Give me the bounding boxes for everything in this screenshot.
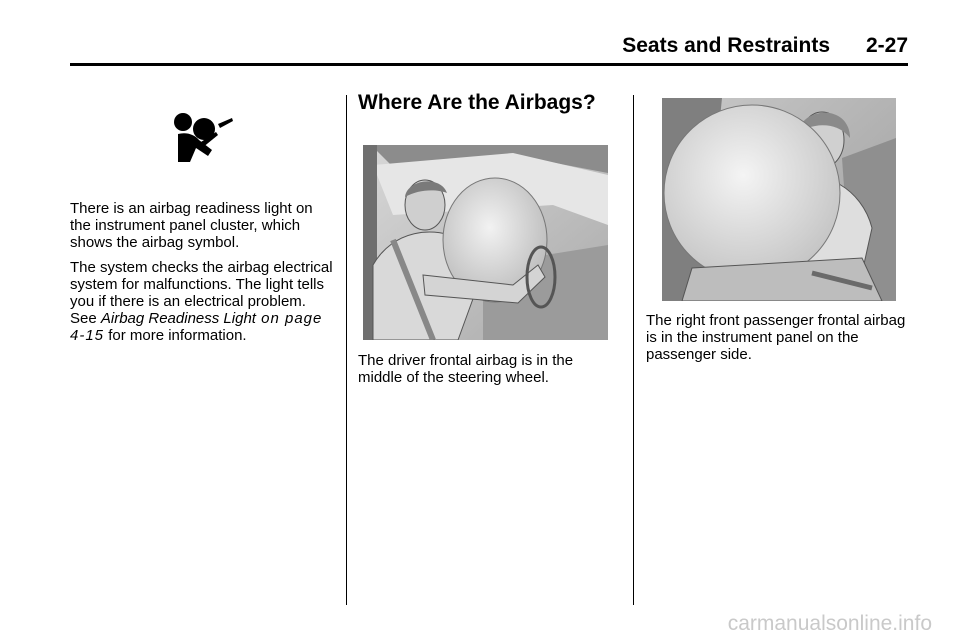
- page-number: 2-27: [865, 34, 908, 57]
- watermark: carmanualsonline.info: [727, 612, 932, 635]
- airbag-readiness-icon: [172, 110, 234, 164]
- page-title: Seats and Restraints: [622, 34, 830, 57]
- page-header: [0, 0, 960, 70]
- driver-airbag-caption: The driver frontal airbag is in the middle of the steering wheel.: [358, 352, 574, 386]
- middle-column: [358, 352, 620, 394]
- left-column: [70, 200, 335, 352]
- system-check-text: The system checks the airbag electrical system for malfunctions. The light tells you if there is an electrical problem. See: [70, 259, 333, 327]
- system-check-paragraph: [70, 259, 335, 344]
- section-heading: Where Are the Airbags?: [358, 91, 596, 114]
- passenger-airbag-caption: The right front passenger frontal airbag is in the instrument panel on the passenger side.: [646, 312, 906, 363]
- header-rule: [70, 63, 908, 66]
- driver-airbag-illustration: [363, 145, 608, 340]
- right-column: [646, 312, 908, 371]
- system-check-tail: for more information.: [104, 327, 247, 344]
- airbag-readiness-link[interactable]: Airbag Readiness Light: [100, 310, 256, 327]
- readiness-light-paragraph: There is an airbag readiness light on the instrument panel cluster, which shows the airbag symbol.: [70, 200, 313, 251]
- column-divider-left: [346, 95, 347, 605]
- passenger-airbag-illustration: [662, 98, 896, 301]
- column-divider-right: [633, 95, 634, 605]
- airbag-readiness-link-page[interactable]: on page 4‑15: [70, 310, 323, 344]
